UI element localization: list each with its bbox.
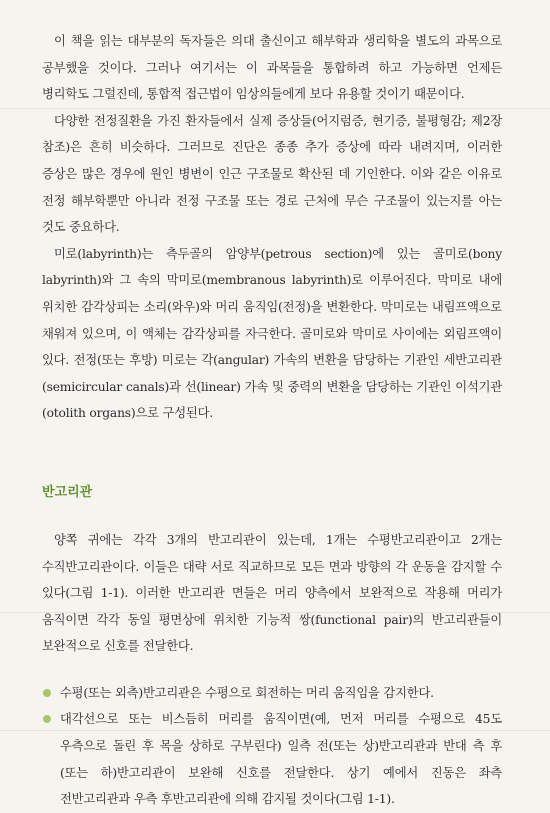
- body-paragraph-3: 미로(labyrinth)는 측두골의 암양부(petrous section)에 있는 골미로(bony labyrinth)와 그 속의 막미로(membranous labyrinth)로 이루어진다. 막미로 내에 위치한 감각상피는 소리(와우)와 머리 움직임(전정)을 변환한다. 막미로는 내림프액으로 채워져 있으며, 이 액체는 감각상피를 자극한다. 골미로와 막미로 사이에는 외림프액이 있다. 전정(또는 후방) 미로는 각(angular) 가속의 변환을 담당하는 기관인 세반고리관(semicircular canals)과 선(linear) 가속 및 중력의 변환을 담당하는 기관인 이석기관(otolith organs)으로 구성된다.: [42, 246, 502, 421]
- bullet-list: [42, 680, 502, 813]
- bullet-text: 수평(또는 외측)반고리관은 수평으로 회전하는 머리 움직임을 감지한다.: [60, 685, 434, 700]
- section-heading: 반고리관: [42, 484, 93, 500]
- section-paragraph: 양쪽 귀에는 각각 3개의 반고리관이 있는데, 1개는 수평반고리관이고 2개는 수직반고리관이다. 이들은 대략 서로 직교하므로 모든 면과 방향의 각 운동을 감지할 수 있다(그림 1-1). 이러한 반고리관 면들은 머리 양측에서 보완적으로 작용해 머리가 움직이면 각각 동일 평면상에 위치한 기능적 쌍(functional pair)의 반고리관들이 보완적으로 신호를 전달한다.: [42, 532, 502, 654]
- section-body: [42, 527, 502, 813]
- bleed-through-line: [0, 108, 550, 109]
- bleed-through-line: [0, 612, 550, 613]
- bullet-dot-icon: [43, 715, 51, 723]
- bullet-text: 대각선으로 또는 비스듬히 머리를 움직이면(예, 먼저 머리를 수평으로 45도 우측으로 돌린 후 목을 상하로 구부린다) 일측 전(또는 상)반고리관과 반대 측 후(또는 하)반고리관이 보완해 신호를 전달한다. 상기 예에서 진동은 좌측 전반고리관과 우측 후반고리관에 의해 감지될 것이다(그림 1-1).: [60, 712, 502, 807]
- body-paragraph-1: 이 책을 읽는 대부분의 독자들은 의대 출신이고 해부학과 생리학을 별도의 과목으로 공부했을 것이다. 그러나 여기서는 이 과목들을 통합하려 하고 가능하면 언제든 병리학도 그럴진데, 통합적 접근법이 임상의들에게 보다 유용할 것이기 때문이다.: [42, 34, 502, 102]
- body-paragraph-2: 다양한 전정질환을 가진 환자들에서 실제 증상들(어지럼증, 현기증, 불평형감; 제2장 참조)은 흔히 비슷하다. 그러므로 진단은 종종 추가 증상에 따라 내려지며, 이러한 증상은 많은 경우에 원인 병변이 인근 구조물로 확산된 데 기인한다. 이와 같은 이유로 전정 해부학뿐만 아니라 전정 구조물 또는 경로 근처에 무슨 구조물이 있는지를 아는 것도 중요하다.: [42, 113, 502, 235]
- bullet-dot-icon: [43, 689, 51, 697]
- list-item: [42, 680, 502, 707]
- list-item: [42, 706, 502, 812]
